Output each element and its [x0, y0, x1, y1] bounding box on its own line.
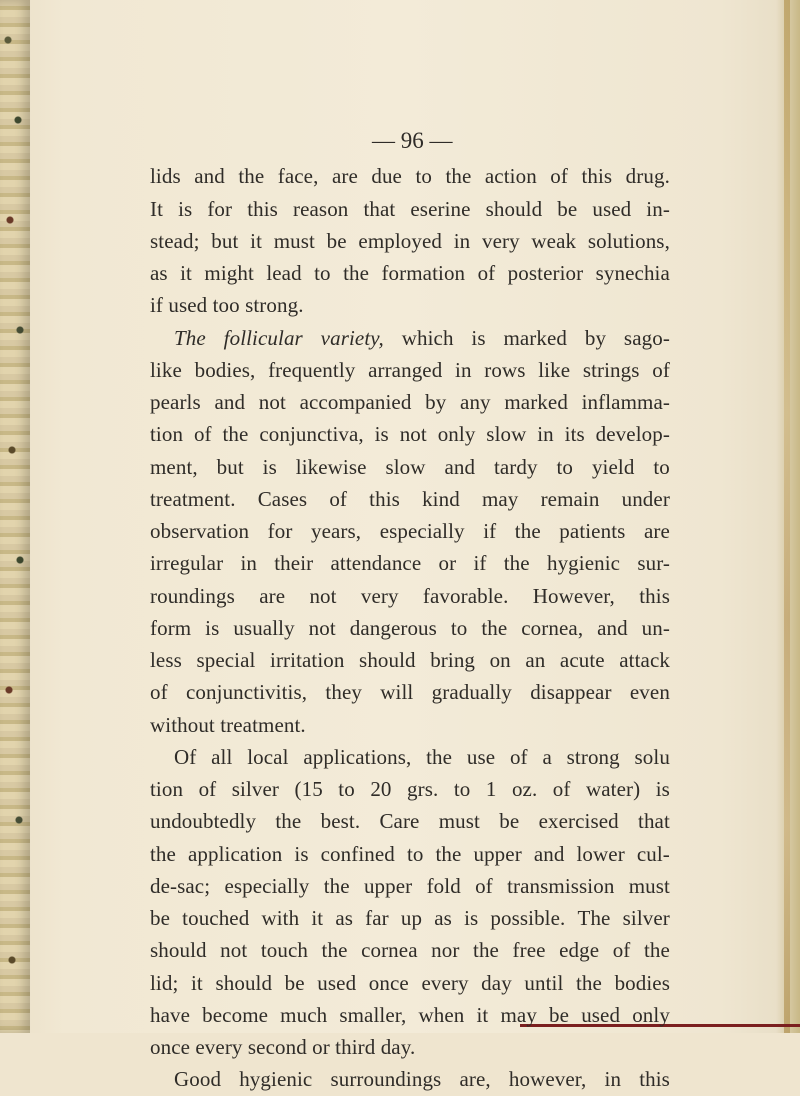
text-line: treatment. Cases of this kind may remain under: [150, 486, 670, 511]
text-line: ment, but is likewise slow and tardy to yield to: [150, 454, 670, 479]
text-line: roundings are not very favorable. However, this: [150, 583, 670, 608]
text-line: tion of silver (15 to 20 grs. to 1 oz. of water) is: [150, 777, 670, 801]
text-line: have become much smaller, when it may be used only: [150, 1002, 670, 1027]
text-line: lids and the face, are due to the action of this drug.: [150, 164, 670, 189]
text-line: de-sac; especially the upper fold of transmission must: [150, 873, 670, 898]
text-line: lid; it should be used once every day until the bodies: [150, 970, 670, 995]
text-line: form is usually not dangerous to the cornea, and un-: [150, 615, 670, 640]
text-line: without treatment.: [150, 712, 306, 737]
text-line: like bodies, frequently arranged in rows like strings of: [150, 357, 670, 382]
page-number: — 96 —: [372, 128, 453, 153]
text-line: once every second or third day.: [150, 1035, 416, 1059]
text-line: should not touch the cornea nor the free edge of the: [150, 938, 670, 963]
body-text: [150, 128, 670, 1096]
marbled-left-edge: [0, 0, 30, 1033]
text-line: of conjunctivitis, they will gradually disappear even: [150, 680, 670, 705]
text-line: stead; but it must be employed in very weak solutions,: [150, 228, 670, 253]
text-line: pearls and not accompanied by any marked inflamma-: [150, 390, 670, 414]
text-line: It is for this reason that eserine should be used in-: [150, 196, 670, 221]
binding-band: [784, 0, 790, 1033]
text-line: the application is confined to the upper and lower cul-: [150, 841, 670, 866]
text-line: Good hygienic surroundings are, however, in this: [174, 1067, 670, 1092]
text-line: less special irritation should bring on an acute attack: [150, 648, 670, 672]
text-line: undoubtedly the best. Care must be exercised that: [150, 809, 670, 834]
text-line: as it might lead to the formation of posterior synechia: [150, 261, 670, 285]
text-line: observation for years, especially if the patients are: [150, 519, 670, 543]
text-line: irregular in their attendance or if the hygienic sur-: [150, 551, 670, 576]
text-line: if used too strong.: [150, 293, 304, 318]
text-line: Of all local applications, the use of a strong solu: [174, 744, 670, 769]
text-line: The follicular variety, which is marked by sago-: [174, 325, 670, 350]
text-line: be touched with it as far up as is possible. The silver: [150, 906, 670, 930]
text-line: tion of the conjunctiva, is not only slow in its develop-: [150, 422, 670, 447]
